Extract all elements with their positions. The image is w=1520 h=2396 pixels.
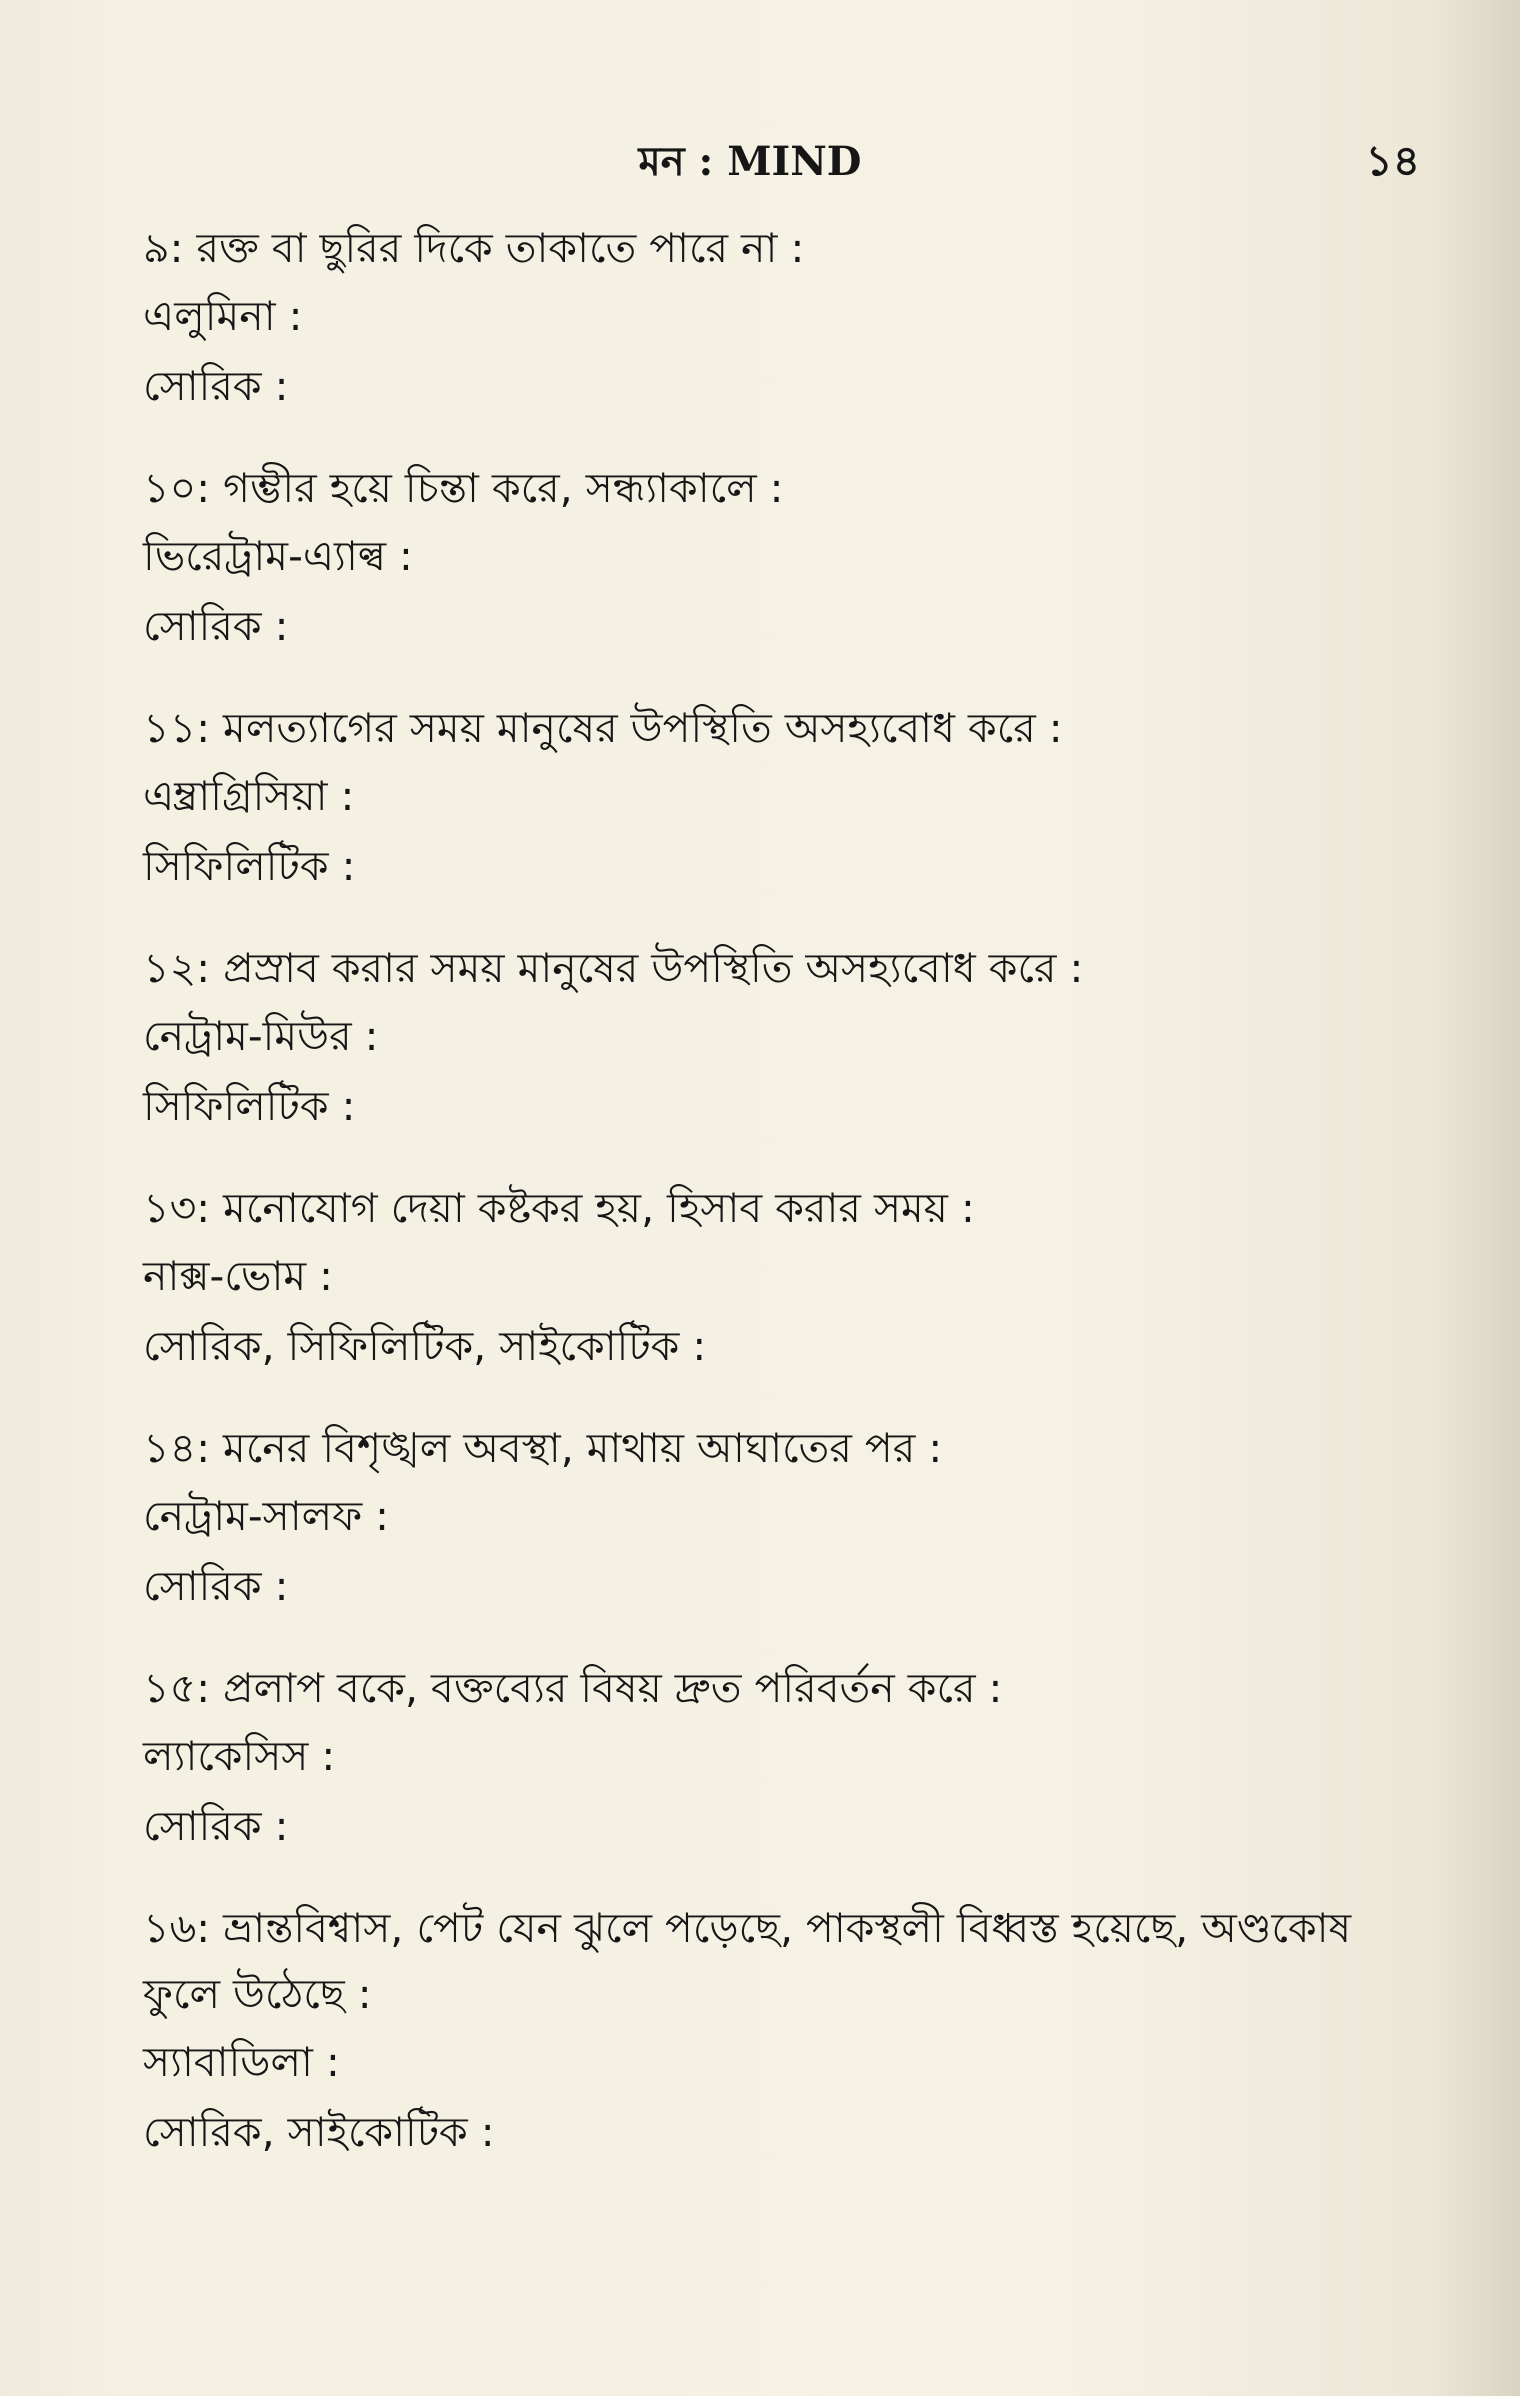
- miasm-name: সিফিলিটিক :: [143, 842, 356, 890]
- remedy-name: এম্ব্রাগ্রিসিয়া :: [143, 772, 355, 820]
- miasm-name: সোরিক :: [143, 602, 289, 650]
- symptom-text: ১৪: মনের বিশৃঙ্খল অবস্থা, মাথায় আঘাতের পর :: [143, 1424, 943, 1472]
- miasm-name: সোরিক :: [143, 362, 289, 410]
- miasm-name: সোরিক, সিফিলিটিক, সাইকোটিক :: [143, 1322, 707, 1370]
- entry-list: [143, 215, 1413, 2201]
- remedy-name: এলুমিনা :: [143, 292, 303, 340]
- miasm-name: সোরিক :: [143, 1802, 289, 1850]
- symptom-text: ১৬: ভ্রান্তবিশ্বাস, পেট যেন ঝুলে পড়েছে, পাকস্থলী বিধ্বস্ত হয়েছে, অণ্ডকোষ ফুলে উঠেছে :: [143, 1904, 1352, 2018]
- list-item: [143, 1895, 1413, 2167]
- list-item: [143, 1415, 1413, 1621]
- page-number: ১৪: [1365, 136, 1420, 185]
- remedy-name: ল্যাকেসিস :: [143, 1732, 336, 1780]
- symptom-text: ১২: প্রস্রাব করার সময় মানুষের উপস্থিতি অসহ্যবোধ করে :: [143, 944, 1084, 992]
- list-item: [143, 935, 1413, 1141]
- symptom-text: ১১: মলত্যাগের সময় মানুষের উপস্থিতি অসহ্যবোধ করে :: [143, 704, 1063, 752]
- list-item: [143, 1175, 1413, 1381]
- remedy-name: নেট্রাম-সালফ :: [143, 1492, 390, 1540]
- list-item: [143, 1655, 1413, 1861]
- miasm-name: সোরিক :: [143, 1562, 289, 1610]
- page-title: মন : MIND: [638, 138, 862, 185]
- remedy-name: স্যাবাডিলা :: [143, 2038, 340, 2086]
- symptom-text: ১৩: মনোযোগ দেয়া কষ্টকর হয়, হিসাব করার সময় :: [143, 1184, 975, 1232]
- list-item: [143, 215, 1413, 421]
- remedy-name: নাক্স-ভোম :: [143, 1252, 333, 1300]
- remedy-name: ভিরেট্রাম-এ্যাল্ব :: [143, 532, 413, 580]
- remedy-name: নেট্রাম-মিউর :: [143, 1012, 379, 1060]
- running-head: [0, 122, 1520, 192]
- miasm-name: সোরিক, সাইকোটিক :: [143, 2108, 495, 2156]
- symptom-text: ১৫: প্রলাপ বকে, বক্তব্যের বিষয় দ্রুত পরিবর্তন করে :: [143, 1664, 1003, 1712]
- list-item: [143, 695, 1413, 901]
- miasm-name: সিফিলিটিক :: [143, 1082, 356, 1130]
- list-item: [143, 455, 1413, 661]
- symptom-text: ৯: রক্ত বা ছুরির দিকে তাকাতে পারে না :: [143, 224, 805, 272]
- symptom-text: ১০: গম্ভীর হয়ে চিন্তা করে, সন্ধ্যাকালে :: [143, 464, 784, 512]
